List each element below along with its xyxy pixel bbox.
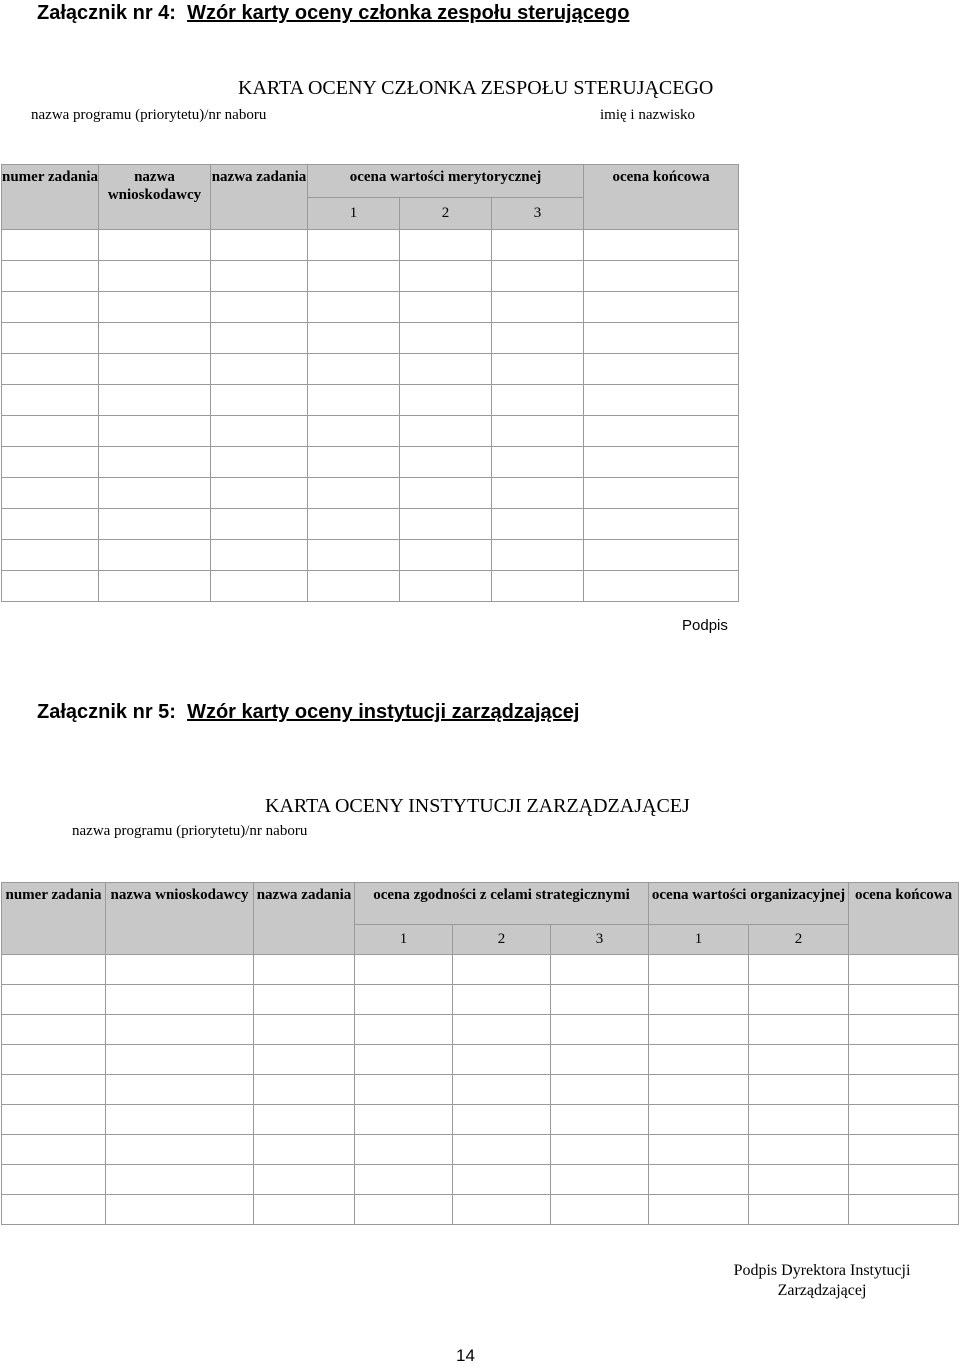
annex4-table-cell[interactable] <box>584 323 739 354</box>
annex5-table-cell[interactable] <box>551 1135 649 1165</box>
annex4-table-cell[interactable] <box>400 323 492 354</box>
annex4-table-cell[interactable] <box>2 230 99 261</box>
annex5-table-cell[interactable] <box>849 955 959 985</box>
annex4-table-cell[interactable] <box>99 447 211 478</box>
annex5-table-cell[interactable] <box>749 1015 849 1045</box>
annex5-table-cell[interactable] <box>254 1165 355 1195</box>
annex4-table-cell[interactable] <box>99 509 211 540</box>
annex5-table-row <box>2 1165 959 1195</box>
annex5-table-cell[interactable] <box>849 1105 959 1135</box>
annex5-table-cell[interactable] <box>254 1105 355 1135</box>
annex4-table-cell[interactable] <box>584 261 739 292</box>
annex5-table-cell[interactable] <box>749 1045 849 1075</box>
annex5-table-cell[interactable] <box>551 1195 649 1225</box>
annex4-table-cell[interactable] <box>2 447 99 478</box>
annex4-table-cell[interactable] <box>308 447 400 478</box>
annex4-table <box>1 164 739 602</box>
annex5-table-cell[interactable] <box>106 1015 254 1045</box>
annex5-table-cell[interactable] <box>2 985 106 1015</box>
annex5-table-cell[interactable] <box>355 1135 453 1165</box>
annex4-table-cell[interactable] <box>211 292 308 323</box>
annex4-col-applicant: nazwa wnioskodawcy <box>99 165 211 230</box>
annex4-program-label: nazwa programu (priorytetu)/nr naboru <box>31 107 267 123</box>
annex4-merit-sub-3: 3 <box>492 198 584 230</box>
annex5-table-cell[interactable] <box>355 955 453 985</box>
annex5-table-cell[interactable] <box>254 1045 355 1075</box>
annex5-table-cell[interactable] <box>649 1135 749 1165</box>
annex4-table-cell[interactable] <box>400 292 492 323</box>
annex5-table-cell[interactable] <box>849 1015 959 1045</box>
annex5-table-cell[interactable] <box>2 1105 106 1135</box>
annex5-table-cell[interactable] <box>649 1105 749 1135</box>
annex4-label: Załącznik nr 4: <box>37 2 176 24</box>
annex5-table-cell[interactable] <box>453 1195 551 1225</box>
annex4-table-cell[interactable] <box>584 385 739 416</box>
annex4-table-row <box>2 571 739 602</box>
annex5-table-cell[interactable] <box>453 1135 551 1165</box>
annex5-title: Wzór karty oceny instytucji zarządzającej <box>187 701 580 723</box>
annex5-signature <box>722 1261 922 1301</box>
annex4-table-row <box>2 385 739 416</box>
annex4-table-cell[interactable] <box>492 478 584 509</box>
annex4-table-cell[interactable] <box>492 261 584 292</box>
annex4-table-cell[interactable] <box>2 385 99 416</box>
annex5-table-cell[interactable] <box>551 955 649 985</box>
annex5-table-row <box>2 985 959 1015</box>
annex5-program-label: nazwa programu (priorytetu)/nr naboru <box>72 823 308 839</box>
annex4-table-cell[interactable] <box>492 447 584 478</box>
annex5-table-cell[interactable] <box>453 1015 551 1045</box>
annex4-table-cell[interactable] <box>400 447 492 478</box>
annex5-table-cell[interactable] <box>849 1195 959 1225</box>
annex4-table-row <box>2 261 739 292</box>
annex5-table-cell[interactable] <box>106 1105 254 1135</box>
annex5-col-applicant: nazwa wnioskodawcy <box>106 883 254 955</box>
annex5-strategic-sub-1: 1 <box>355 925 453 955</box>
annex4-col-task: nazwa zadania <box>211 165 308 230</box>
annex4-table-cell[interactable] <box>492 416 584 447</box>
annex5-table-cell[interactable] <box>649 1015 749 1045</box>
annex4-table-cell[interactable] <box>400 571 492 602</box>
annex4-table-cell[interactable] <box>211 478 308 509</box>
annex4-table-cell[interactable] <box>99 323 211 354</box>
annex4-table-cell[interactable] <box>211 416 308 447</box>
annex4-table-cell[interactable] <box>584 509 739 540</box>
annex5-table-cell[interactable] <box>849 1135 959 1165</box>
annex4-table-cell[interactable] <box>308 571 400 602</box>
annex4-table-cell[interactable] <box>2 416 99 447</box>
annex5-col-strategic: ocena zgodności z celami strategicznymi <box>355 883 649 925</box>
annex4-table-cell[interactable] <box>99 571 211 602</box>
annex4-table-cell[interactable] <box>492 230 584 261</box>
annex4-table-cell[interactable] <box>400 509 492 540</box>
annex4-merit-sub-2: 2 <box>400 198 492 230</box>
annex5-table-cell[interactable] <box>551 985 649 1015</box>
annex5-table-cell[interactable] <box>254 1195 355 1225</box>
annex5-table-cell[interactable] <box>2 1015 106 1045</box>
annex4-merit-sub-1: 1 <box>308 198 400 230</box>
annex4-table-cell[interactable] <box>2 509 99 540</box>
annex5-table-row <box>2 1105 959 1135</box>
annex4-table-cell[interactable] <box>584 292 739 323</box>
annex5-table-cell[interactable] <box>453 1165 551 1195</box>
annex5-table-row <box>2 1135 959 1165</box>
annex5-table-cell[interactable] <box>749 985 849 1015</box>
annex5-table-cell[interactable] <box>453 955 551 985</box>
annex5-table-cell[interactable] <box>254 985 355 1015</box>
annex4-table-cell[interactable] <box>584 230 739 261</box>
annex4-heading <box>37 2 629 25</box>
annex5-table-cell[interactable] <box>749 1135 849 1165</box>
annex4-table-cell[interactable] <box>584 571 739 602</box>
annex5-table-cell[interactable] <box>453 985 551 1015</box>
annex5-table-cell[interactable] <box>355 1165 453 1195</box>
annex5-heading <box>37 701 579 724</box>
annex5-table-cell[interactable] <box>849 985 959 1015</box>
annex4-col-number: numer zadania <box>2 165 99 230</box>
annex5-table-cell[interactable] <box>106 955 254 985</box>
annex5-strategic-sub-2: 2 <box>453 925 551 955</box>
annex4-table-cell[interactable] <box>99 416 211 447</box>
annex5-table-cell[interactable] <box>2 1075 106 1105</box>
annex5-col-task: nazwa zadania <box>254 883 355 955</box>
annex5-table-cell[interactable] <box>2 1165 106 1195</box>
annex5-table-cell[interactable] <box>649 1075 749 1105</box>
annex4-table-cell[interactable] <box>400 385 492 416</box>
annex4-name-label: imię i nazwisko <box>600 107 695 123</box>
annex4-table-cell[interactable] <box>400 230 492 261</box>
annex4-table-cell[interactable] <box>2 540 99 571</box>
annex4-table-cell[interactable] <box>2 478 99 509</box>
annex4-table-row <box>2 323 739 354</box>
annex4-table-cell[interactable] <box>308 540 400 571</box>
annex4-table-row <box>2 509 739 540</box>
annex5-table-cell[interactable] <box>649 955 749 985</box>
annex4-col-merit: ocena wartości merytorycznej <box>308 165 584 198</box>
annex5-table-cell[interactable] <box>2 1045 106 1075</box>
annex5-table-cell[interactable] <box>106 1195 254 1225</box>
annex5-table-cell[interactable] <box>551 1075 649 1105</box>
annex5-table-row <box>2 1015 959 1045</box>
annex5-table-cell[interactable] <box>649 1195 749 1225</box>
annex4-title: Wzór karty oceny członka zespołu sterującego <box>187 2 630 24</box>
annex4-table-cell[interactable] <box>2 354 99 385</box>
annex5-table-cell[interactable] <box>849 1045 959 1075</box>
annex5-org-sub-1: 1 <box>649 925 749 955</box>
annex5-table-cell[interactable] <box>551 1165 649 1195</box>
annex4-table-cell[interactable] <box>492 571 584 602</box>
annex4-table-cell[interactable] <box>584 540 739 571</box>
annex5-table-cell[interactable] <box>254 1135 355 1165</box>
annex4-table-cell[interactable] <box>584 354 739 385</box>
annex4-table-row <box>2 540 739 571</box>
annex5-table-row <box>2 1195 959 1225</box>
annex5-table-cell[interactable] <box>254 1015 355 1045</box>
annex5-table-cell[interactable] <box>355 1045 453 1075</box>
annex5-table-cell[interactable] <box>2 1195 106 1225</box>
annex4-table-cell[interactable] <box>211 354 308 385</box>
annex4-table-cell[interactable] <box>99 261 211 292</box>
annex5-table-cell[interactable] <box>2 955 106 985</box>
annex4-table-cell[interactable] <box>99 292 211 323</box>
annex4-table-cell[interactable] <box>99 230 211 261</box>
annex4-table-cell[interactable] <box>308 416 400 447</box>
annex5-table-row <box>2 1045 959 1075</box>
annex4-col-final: ocena końcowa <box>584 165 739 230</box>
annex4-table-row <box>2 478 739 509</box>
annex5-table-cell[interactable] <box>106 1135 254 1165</box>
annex4-table-cell[interactable] <box>99 354 211 385</box>
annex4-table-cell[interactable] <box>99 478 211 509</box>
annex5-table-cell[interactable] <box>355 1195 453 1225</box>
annex5-table-cell[interactable] <box>551 1015 649 1045</box>
annex5-table <box>1 882 959 1225</box>
annex4-table-cell[interactable] <box>211 323 308 354</box>
annex4-table-cell[interactable] <box>211 230 308 261</box>
annex4-signature: Podpis <box>682 617 728 634</box>
annex4-table-cell[interactable] <box>308 478 400 509</box>
annex5-col-number: numer zadania <box>2 883 106 955</box>
annex5-table-cell[interactable] <box>106 1045 254 1075</box>
annex5-table-cell[interactable] <box>355 985 453 1015</box>
annex4-table-cell[interactable] <box>2 323 99 354</box>
annex4-table-cell[interactable] <box>400 261 492 292</box>
annex5-table-cell[interactable] <box>551 1045 649 1075</box>
annex5-strategic-sub-3: 3 <box>551 925 649 955</box>
annex4-table-cell[interactable] <box>308 509 400 540</box>
annex5-col-org: ocena wartości organizacyjnej <box>649 883 849 925</box>
annex4-table-cell[interactable] <box>211 261 308 292</box>
annex4-table-cell[interactable] <box>99 540 211 571</box>
annex5-table-cell[interactable] <box>749 1105 849 1135</box>
annex4-table-cell[interactable] <box>492 385 584 416</box>
annex4-table-cell[interactable] <box>400 478 492 509</box>
annex4-table-cell[interactable] <box>308 323 400 354</box>
annex5-table-cell[interactable] <box>749 955 849 985</box>
annex4-table-row <box>2 292 739 323</box>
annex5-table-cell[interactable] <box>355 1075 453 1105</box>
annex4-table-cell[interactable] <box>2 292 99 323</box>
annex4-table-cell[interactable] <box>308 292 400 323</box>
annex4-table-row <box>2 230 739 261</box>
annex4-table-cell[interactable] <box>492 509 584 540</box>
annex5-table-cell[interactable] <box>749 1195 849 1225</box>
annex4-table-cell[interactable] <box>400 354 492 385</box>
annex5-table-cell[interactable] <box>551 1105 649 1135</box>
annex5-table-cell[interactable] <box>355 1105 453 1135</box>
annex5-table-cell[interactable] <box>649 1045 749 1075</box>
annex5-table-cell[interactable] <box>106 985 254 1015</box>
annex5-table-cell[interactable] <box>849 1165 959 1195</box>
annex5-label: Załącznik nr 5: <box>37 701 176 723</box>
annex4-table-cell[interactable] <box>308 230 400 261</box>
annex4-table-cell[interactable] <box>308 261 400 292</box>
annex5-table-cell[interactable] <box>2 1135 106 1165</box>
annex4-table-cell[interactable] <box>400 416 492 447</box>
annex5-signature-line2: Zarządzającej <box>777 1282 867 1299</box>
annex5-table-cell[interactable] <box>749 1075 849 1105</box>
annex5-table-cell[interactable] <box>649 985 749 1015</box>
annex5-table-cell[interactable] <box>749 1165 849 1195</box>
annex5-table-cell[interactable] <box>106 1075 254 1105</box>
annex4-table-cell[interactable] <box>308 385 400 416</box>
annex4-table-cell[interactable] <box>211 571 308 602</box>
annex5-table-cell[interactable] <box>355 1015 453 1045</box>
annex4-table-row <box>2 447 739 478</box>
annex4-table-cell[interactable] <box>211 540 308 571</box>
annex4-table-cell[interactable] <box>308 354 400 385</box>
annex4-table-cell[interactable] <box>2 261 99 292</box>
annex4-table-row <box>2 416 739 447</box>
annex4-table-cell[interactable] <box>492 354 584 385</box>
annex5-table-cell[interactable] <box>453 1075 551 1105</box>
annex4-table-cell[interactable] <box>211 385 308 416</box>
annex5-table-row <box>2 1075 959 1105</box>
annex5-table-cell[interactable] <box>254 1075 355 1105</box>
annex5-table-cell[interactable] <box>849 1075 959 1105</box>
annex5-col-final: ocena końcowa <box>849 883 959 955</box>
annex4-table-cell[interactable] <box>492 323 584 354</box>
annex4-table-cell[interactable] <box>211 509 308 540</box>
annex4-table-cell[interactable] <box>584 478 739 509</box>
page-number: 14 <box>456 1346 475 1365</box>
annex5-table-cell[interactable] <box>254 955 355 985</box>
annex5-signature-line1: Podpis Dyrektora Instytucji <box>733 1262 911 1279</box>
annex4-table-cell[interactable] <box>492 540 584 571</box>
annex5-org-sub-2: 2 <box>749 925 849 955</box>
annex4-table-cell[interactable] <box>584 416 739 447</box>
annex4-table-cell[interactable] <box>400 540 492 571</box>
annex4-table-cell[interactable] <box>492 292 584 323</box>
annex4-table-cell[interactable] <box>99 385 211 416</box>
annex4-table-cell[interactable] <box>211 447 308 478</box>
annex4-table-cell[interactable] <box>584 447 739 478</box>
annex5-card-title: KARTA OCENY INSTYTUCJI ZARZĄDZAJĄCEJ <box>265 795 690 817</box>
annex5-table-cell[interactable] <box>649 1165 749 1195</box>
annex5-table-cell[interactable] <box>106 1165 254 1195</box>
annex5-table-cell[interactable] <box>453 1105 551 1135</box>
annex5-table-cell[interactable] <box>453 1045 551 1075</box>
annex4-table-cell[interactable] <box>2 571 99 602</box>
annex4-table-row <box>2 354 739 385</box>
annex5-table-row <box>2 955 959 985</box>
annex4-card-title: KARTA OCENY CZŁONKA ZESPOŁU STERUJĄCEGO <box>238 77 714 99</box>
